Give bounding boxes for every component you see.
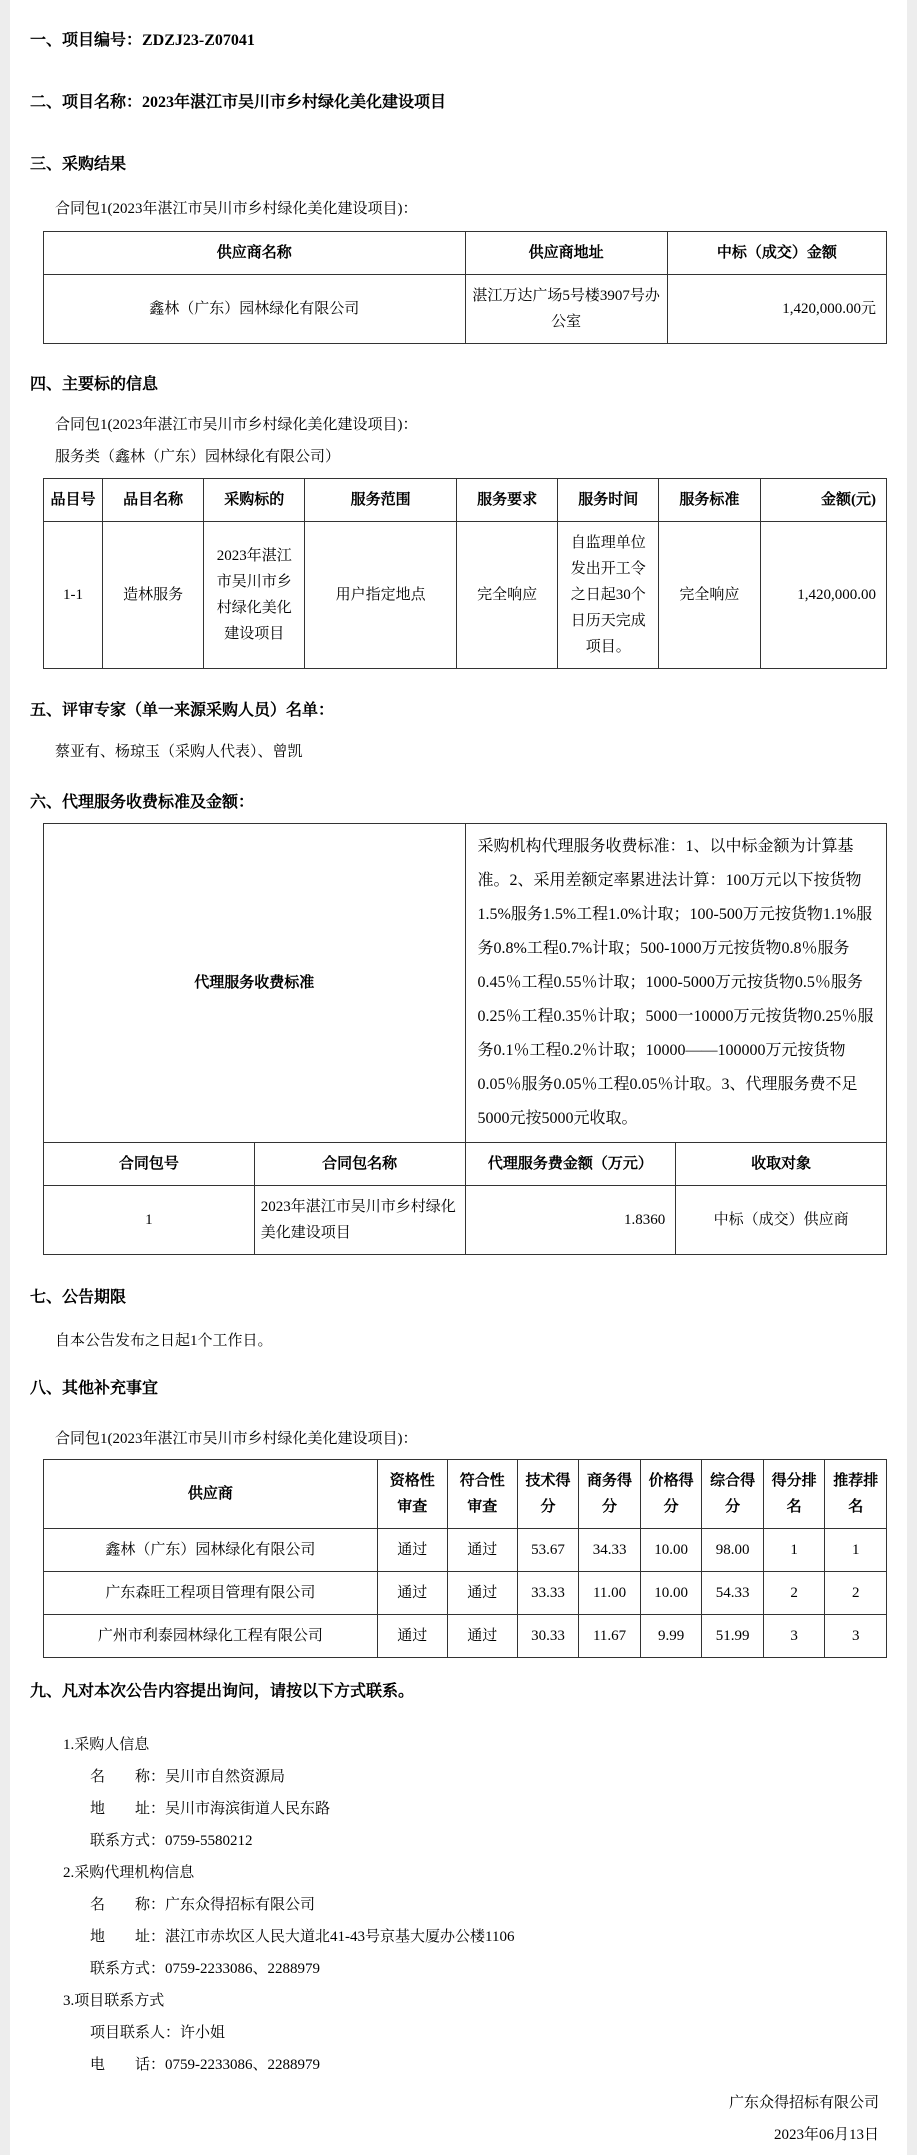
qualification-cell: 通过 [377, 1615, 447, 1658]
column-header-price-score: 价格得分 [640, 1460, 702, 1529]
column-header-service-requirement: 服务要求 [457, 479, 558, 522]
amount-cell: 1,420,000.00 [760, 522, 886, 669]
score-rank-cell: 2 [763, 1572, 825, 1615]
business-score-cell: 11.00 [579, 1572, 641, 1615]
service-class-line: 服务类（鑫林（广东）园林绿化有限公司） [55, 449, 341, 465]
section-heading-procurement-result: 三、采购结果 [30, 156, 127, 173]
project-contact-phone-line: 电 话：0759-2233086、2288979 [90, 2057, 320, 2073]
column-header-supplier: 供应商 [44, 1460, 378, 1529]
package-line: 合同包1(2023年湛江市吴川市乡村绿化美化建设项目)： [55, 417, 418, 433]
column-header-item-no: 品目号 [44, 479, 103, 522]
conformity-cell: 通过 [447, 1572, 517, 1615]
table-row [44, 1615, 887, 1658]
qualification-cell: 通过 [377, 1529, 447, 1572]
purchaser-address-line: 地 址：吴川市海滨街道人民东路 [90, 1801, 331, 1817]
expert-names: 蔡亚有、杨琼玉（采购人代表）、曾凯 [55, 744, 303, 760]
announcement-period-text: 自本公告发布之日起1个工作日。 [55, 1333, 273, 1349]
service-scope-cell: 用户指定地点 [305, 522, 457, 669]
overall-score-cell: 98.00 [702, 1529, 764, 1572]
technical-score-cell: 33.33 [517, 1572, 579, 1615]
service-time-cell: 自监理单位发出开工令之日起30个日历天完成项目。 [558, 522, 659, 669]
section-heading-main-subject: 四、主要标的信息 [30, 376, 159, 393]
column-header-procurement-target: 采购标的 [204, 479, 305, 522]
score-table [43, 1459, 887, 1658]
agency-name-line: 名 称：广东众得招标有限公司 [90, 1897, 316, 1913]
column-header-recommend-rank: 推荐排名 [825, 1460, 887, 1529]
award-amount-cell: 1,420,000.00元 [667, 275, 886, 344]
section-heading-announcement-period: 七、公告期限 [30, 1289, 127, 1306]
column-header-score-rank: 得分排名 [763, 1460, 825, 1529]
table-row [44, 1572, 887, 1615]
purchaser-phone-line: 联系方式：0759-5580212 [90, 1833, 253, 1849]
price-score-cell: 9.99 [640, 1615, 702, 1658]
column-header-business-score: 商务得分 [579, 1460, 641, 1529]
item-name-cell: 造林服务 [103, 522, 204, 669]
column-header-package-no: 合同包号 [44, 1143, 255, 1186]
fee-standard-text-cell: 采购机构代理服务收费标准：1、以中标金额为计算基准。2、采用差额定率累进法计算：100万元以下按货物1.5%服务1.5%工程1.0%计取；100-500万元按货物1.1%服务0.8%工程0.7%计取；500-1000万元按货物0.8％服务0.45％工程0.55％计取；1000-5000万元按货物0.5％服务0.25％工程0.35％计取；5000一10000万元按货物0.25％服务0.1％工程0.2％计取；10000——100000万元按货物0.05％服务0.05％工程0.05％计取。3、代理服务费不足5000元按5000元收取。 [465, 824, 887, 1143]
fee-standard-label-cell: 代理服务收费标准 [44, 824, 466, 1143]
column-header-service-scope: 服务范围 [305, 479, 457, 522]
section-heading-agency-fee: 六、代理服务收费标准及金额： [30, 794, 255, 811]
score-rank-cell: 3 [763, 1615, 825, 1658]
column-header-technical-score: 技术得分 [517, 1460, 579, 1529]
table-header-row [44, 479, 887, 522]
purchaser-info-title: 1.采购人信息 [63, 1737, 150, 1753]
supplier-cell: 广东森旺工程项目管理有限公司 [44, 1572, 378, 1615]
business-score-cell: 11.67 [579, 1615, 641, 1658]
package-no-cell: 1 [44, 1186, 255, 1255]
contact-block [30, 1729, 887, 2081]
column-header-package-name: 合同包名称 [254, 1143, 465, 1186]
table-row [44, 522, 887, 669]
section-heading-experts: 五、评审专家（单一来源采购人员）名单： [30, 702, 335, 719]
column-header-qualification-review: 资格性审查 [377, 1460, 447, 1529]
recommend-rank-cell: 2 [825, 1572, 887, 1615]
supplier-cell: 鑫林（广东）园林绿化有限公司 [44, 1529, 378, 1572]
table-row [44, 1529, 887, 1572]
agency-info-title: 2.采购代理机构信息 [63, 1865, 195, 1881]
column-header-award-amount: 中标（成交）金额 [667, 232, 886, 275]
score-rank-cell: 1 [763, 1529, 825, 1572]
column-header-fee-payer: 收取对象 [676, 1143, 887, 1186]
technical-score-cell: 30.33 [517, 1615, 579, 1658]
qualification-cell: 通过 [377, 1572, 447, 1615]
project-contact-person-line: 项目联系人：许小姐 [90, 2025, 226, 2041]
fee-payer-cell: 中标（成交）供应商 [676, 1186, 887, 1255]
conformity-cell: 通过 [447, 1615, 517, 1658]
section-heading-contact: 九、凡对本次公告内容提出询问，请按以下方式联系。 [30, 1683, 415, 1700]
price-score-cell: 10.00 [640, 1529, 702, 1572]
agency-phone-line: 联系方式：0759-2233086、2288979 [90, 1961, 320, 1977]
column-header-service-time: 服务时间 [558, 479, 659, 522]
announcement-document [10, 0, 907, 2155]
column-header-supplier-name: 供应商名称 [44, 232, 466, 275]
procurement-result-table [43, 231, 887, 344]
column-header-conformity-review: 符合性审查 [447, 1460, 517, 1529]
fee-amount-cell: 1.8360 [465, 1186, 676, 1255]
table-row [44, 1186, 887, 1255]
table-header-row [44, 1460, 887, 1529]
column-header-item-name: 品目名称 [103, 479, 204, 522]
item-no-cell: 1-1 [44, 522, 103, 669]
footer-date: 2023年06月13日 [773, 2127, 879, 2143]
column-header-supplier-address: 供应商地址 [465, 232, 667, 275]
table-header-row [44, 1143, 887, 1186]
agency-fee-table [43, 823, 887, 1255]
supplier-cell: 广州市利泰园林绿化工程有限公司 [44, 1615, 378, 1658]
procurement-target-cell: 2023年湛江市吴川市乡村绿化美化建设项目 [204, 522, 305, 669]
section-heading-supplementary: 八、其他补充事宜 [30, 1380, 159, 1397]
overall-score-cell: 54.33 [702, 1572, 764, 1615]
project-contact-title: 3.项目联系方式 [63, 1993, 165, 2009]
table-row [44, 275, 887, 344]
fee-standard-row [44, 824, 887, 1143]
footer-organization: 广东众得招标有限公司 [728, 2095, 879, 2111]
conformity-cell: 通过 [447, 1529, 517, 1572]
agency-address-line: 地 址：湛江市赤坎区人民大道北41-43号京基大厦办公楼1106 [90, 1929, 515, 1945]
table-header-row [44, 232, 887, 275]
column-header-amount: 金额(元) [760, 479, 886, 522]
business-score-cell: 34.33 [579, 1529, 641, 1572]
supplier-name-cell: 鑫林（广东）园林绿化有限公司 [44, 275, 466, 344]
supplier-address-cell: 湛江万达广场5号楼3907号办公室 [465, 275, 667, 344]
service-requirement-cell: 完全响应 [457, 522, 558, 669]
technical-score-cell: 53.67 [517, 1529, 579, 1572]
section-heading-project-number: 一、项目编号：ZDZJ23-Z07041 [30, 32, 255, 49]
overall-score-cell: 51.99 [702, 1615, 764, 1658]
package-line: 合同包1(2023年湛江市吴川市乡村绿化美化建设项目)： [55, 201, 418, 217]
recommend-rank-cell: 1 [825, 1529, 887, 1572]
price-score-cell: 10.00 [640, 1572, 702, 1615]
recommend-rank-cell: 3 [825, 1615, 887, 1658]
purchaser-name-line: 名 称：吴川市自然资源局 [90, 1769, 286, 1785]
package-line: 合同包1(2023年湛江市吴川市乡村绿化美化建设项目)： [55, 1431, 418, 1447]
section-heading-project-name: 二、项目名称：2023年湛江市吴川市乡村绿化美化建设项目 [30, 94, 447, 111]
column-header-service-standard: 服务标准 [659, 479, 760, 522]
package-name-cell: 2023年湛江市吴川市乡村绿化美化建设项目 [254, 1186, 465, 1255]
service-standard-cell: 完全响应 [659, 522, 760, 669]
column-header-overall-score: 综合得分 [702, 1460, 764, 1529]
main-subject-table [43, 478, 887, 669]
column-header-fee-amount: 代理服务费金额（万元） [465, 1143, 676, 1186]
